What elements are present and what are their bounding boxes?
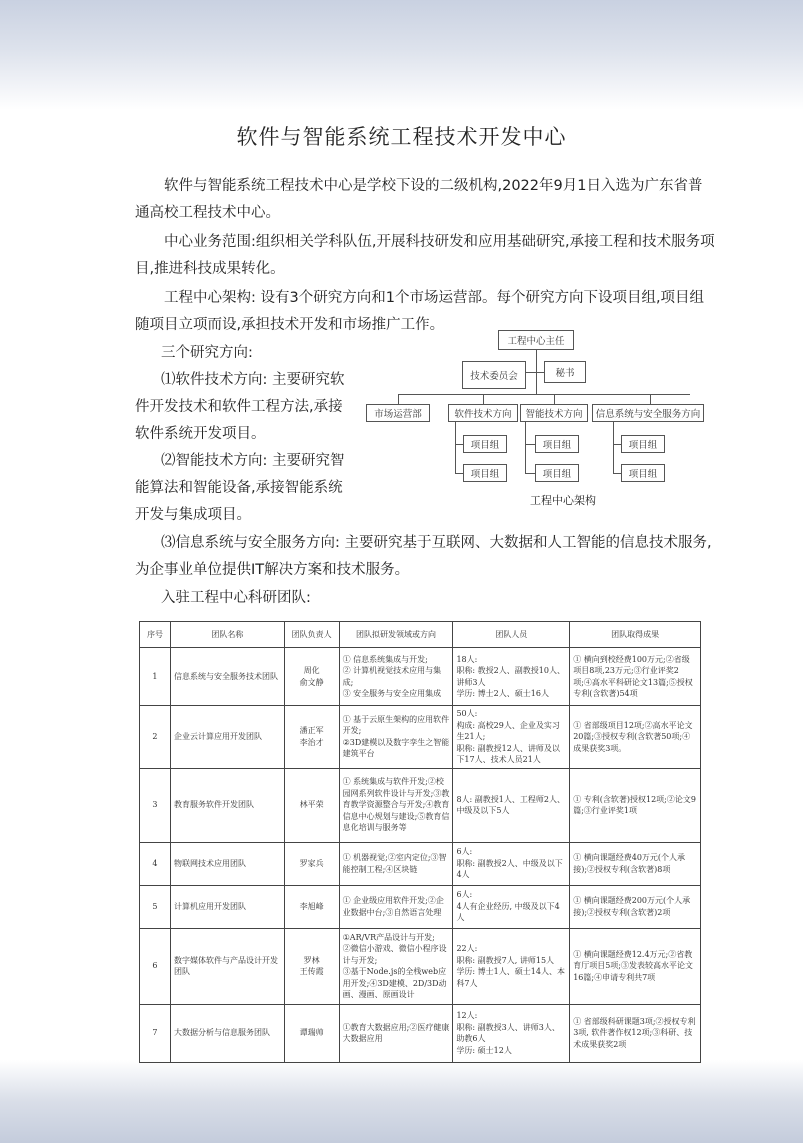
cell-team-name: 数字媒体软件与产品设计开发团队 [170, 928, 284, 1004]
cell-results: ① 省部级科研课题3项;②授权专利3项, 软件著作权12项;③科研、技术成果获奖2项 [570, 1004, 701, 1062]
connector [455, 473, 463, 474]
org-intelligent-box: 智能技术方向 [520, 404, 588, 422]
cell-field: ①教育大数据应用;②医疗健康大数据应用 [339, 1004, 453, 1062]
org-project-group-box: 项目组 [463, 464, 507, 482]
cell-members: 22人: 职称: 副教授7人, 讲师15人 学历: 博士1人、硕士14人、本科7人 [453, 928, 570, 1004]
connector [536, 372, 544, 373]
table-header-row [140, 622, 701, 648]
cell-members: 50人: 构成: 高校29人、企业及实习生21人; 职称: 副教授12人、讲师及以下17人、技术人员21人 [453, 706, 570, 769]
cell-leader: 谭瑞帅 [284, 1004, 339, 1062]
header-leader: 团队负责人 [284, 622, 339, 648]
cell-members: 18人: 职称: 教授2人、副教授10人、讲师3人 学历: 博士2人、硕士16人 [453, 648, 570, 706]
header-field: 团队拟研发领域或方向 [339, 622, 453, 648]
connector [455, 422, 456, 474]
cell-leader: 罗家兵 [284, 842, 339, 885]
cell-members: 12人: 职称: 副教授3人、讲师3人、助教6人 学历: 硕士12人 [453, 1004, 570, 1062]
cell-results: ① 横向课题经费200万元(个人承接);②授权专利(含软著)2项 [570, 885, 701, 928]
header-no: 序号 [140, 622, 171, 648]
connector [398, 394, 399, 404]
cell-team-name: 信息系统与安全服务技术团队 [170, 648, 284, 706]
direction-infosec: ⑶信息系统与安全服务方向: 主要研究基于互联网、大数据和人工智能的信息技术服务,为企事业单位提供IT解决方案和技术服务。 [135, 535, 712, 578]
table-row [140, 768, 701, 842]
org-software-box: 软件技术方向 [448, 404, 518, 422]
cell-field: ①AR/VR产品设计与开发; ②微信小游戏、微信小程序设计与开发; ③基于Node.js的全栈web应用开发;④3D建模、2D/3D动画、漫画、原画设计 [339, 928, 453, 1004]
table-row [140, 706, 701, 769]
direction-intelligent: ⑵智能技术方向: 主要研究智能算法和智能设备,承接智能系统开发与集成项目。 [135, 453, 345, 523]
cell-leader: 林平荣 [284, 768, 339, 842]
org-director-box: 工程中心主任 [498, 330, 574, 350]
cell-team-name: 物联网技术应用团队 [170, 842, 284, 885]
cell-no: 4 [140, 842, 171, 885]
table-row [140, 1004, 701, 1062]
table-row [140, 885, 701, 928]
connector [650, 394, 651, 404]
org-secretary-box: 秘书 [544, 361, 586, 383]
org-project-group-box: 项目组 [463, 435, 507, 453]
cell-field: ① 企业级应用软件开发;②企业数据中台;③自然语言处理 [339, 885, 453, 928]
org-project-group-box: 项目组 [621, 435, 665, 453]
cell-results: ① 横向课题经费12.4万元;②省教育厅项目5项;③发表较高水平论文16篇;④申请专利共7项 [570, 928, 701, 1004]
connector [525, 422, 526, 474]
cell-team-name: 企业云计算应用开发团队 [170, 706, 284, 769]
cell-no: 7 [140, 1004, 171, 1062]
cell-results: ① 横向到校经费100万元;②省级项目8项,23万元;③行业评奖2项;④高水平科研论文13篇;⑤授权专利(含软著)54项 [570, 648, 701, 706]
header-members: 团队人员 [453, 622, 570, 648]
teams-heading: 入驻工程中心科研团队: [161, 590, 311, 606]
cell-team-name: 教育服务软件开发团队 [170, 768, 284, 842]
cell-team-name: 大数据分析与信息服务团队 [170, 1004, 284, 1062]
cell-no: 5 [140, 885, 171, 928]
directions-heading: 三个研究方向: [161, 345, 253, 361]
connector [526, 372, 536, 373]
org-chart [360, 322, 710, 512]
intro-paragraph: 软件与智能系统工程技术中心是学校下设的二级机构,2022年9月1日入选为广东省普通高校工程技术中心。 [135, 178, 703, 221]
table-row [140, 928, 701, 1004]
page-title: 软件与智能系统工程技术开发中心 [236, 125, 567, 149]
cell-no: 3 [140, 768, 171, 842]
structure-paragraph: 工程中心架构: 设有3个研究方向和1个市场运营部。每个研究方向下设项目组,项目组随项目立项而设,承担技术开发和市场推广工作。 [135, 290, 705, 333]
connector [525, 444, 535, 445]
direction-software: ⑴软件技术方向: 主要研究软件开发技术和软件工程方法,承接软件系统开发项目。 [135, 372, 345, 442]
cell-leader: 潘正军 李治才 [284, 706, 339, 769]
header-results: 团队取得成果 [570, 622, 701, 648]
table-row [140, 842, 701, 885]
cell-no: 1 [140, 648, 171, 706]
org-market-box: 市场运营部 [366, 404, 430, 422]
teams-table [139, 621, 701, 1063]
header-team-name: 团队名称 [170, 622, 284, 648]
cell-members: 6人: 4人有企业经历, 中级及以下4人 [453, 885, 570, 928]
org-project-group-box: 项目组 [535, 464, 579, 482]
connector [455, 444, 463, 445]
connector [613, 444, 621, 445]
cell-members: 6人: 职称: 副教授2人、中级及以下4人 [453, 842, 570, 885]
cell-results: ① 省部级项目12项;②高水平论文20篇;③授权专利(含软著50项;④成果获奖3项。 [570, 706, 701, 769]
org-chart-caption: 工程中心架构 [530, 494, 596, 507]
cell-field: ① 机器视觉;②室内定位;③智能控制工程;④区块链 [339, 842, 453, 885]
connector [483, 394, 484, 404]
connector [554, 394, 555, 404]
cell-field: ① 基于云原生架构的应用软件开发; ②3D建模以及数字孪生之智能建筑平台 [339, 706, 453, 769]
directions-list [135, 340, 350, 529]
cell-results: ① 专利(含软著)授权12项;②论文9篇;③行业评奖1项 [570, 768, 701, 842]
org-project-group-box: 项目组 [621, 464, 665, 482]
cell-leader: 周化 俞文静 [284, 648, 339, 706]
org-infosec-box: 信息系统与安全服务方向 [592, 404, 704, 422]
connector [613, 473, 621, 474]
table-row [140, 648, 701, 706]
cell-field: ① 系统集成与软件开发;②校园网系列软件设计与开发;③教育教学资源整合与开发;④教育信息中心规划与建设;⑤教育信息化培训与服务等 [339, 768, 453, 842]
connector [613, 422, 614, 474]
cell-no: 6 [140, 928, 171, 1004]
cell-leader: 李旭峰 [284, 885, 339, 928]
connector [525, 473, 535, 474]
scope-paragraph: 中心业务范围:组织相关学科队伍,开展科技研发和应用基础研究,承接工程和技术服务项目,推进科技成果转化。 [135, 234, 715, 277]
cell-leader: 罗林 王传霞 [284, 928, 339, 1004]
cell-members: 8人: 副教授1人、工程师2人、中级及以下5人 [453, 768, 570, 842]
cell-no: 2 [140, 706, 171, 769]
cell-results: ① 横向课题经费40万元(个人承接);②授权专利(含软著)8项 [570, 842, 701, 885]
connector [398, 394, 690, 395]
org-committee-box: 技术委员会 [462, 361, 526, 389]
org-project-group-box: 项目组 [535, 435, 579, 453]
cell-field: ① 信息系统集成与开发; ② 计算机视觉技术应用与集成; ③ 安全服务与安全应用集成 [339, 648, 453, 706]
cell-team-name: 计算机应用开发团队 [170, 885, 284, 928]
